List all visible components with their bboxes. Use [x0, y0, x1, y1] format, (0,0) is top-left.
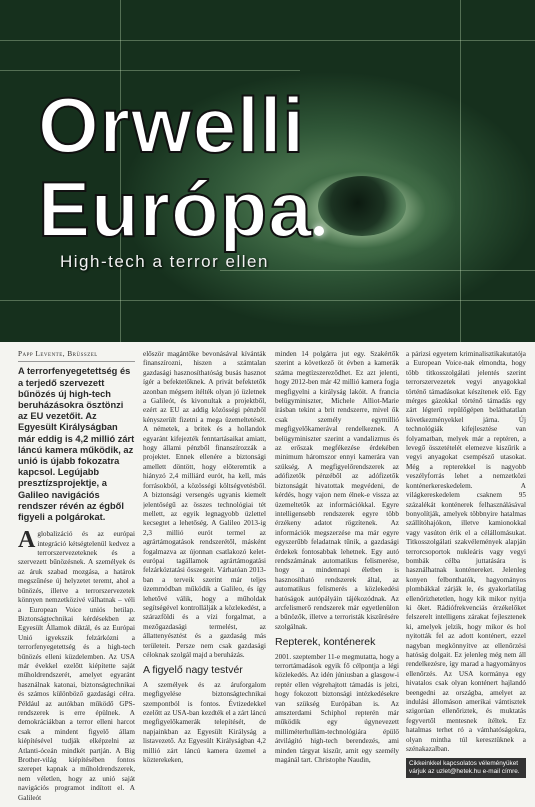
paragraph: először magántőke bevonásával kívánták finanszírozni, hiszen a számtalan gazdasági hasznosíthatóság busás hasznot ígér a befektetőknek. A privát befektetők azonban mégsem ítélték olyan jó üzletnek a Galileót, és kivonultak a projektből, ezért az EU az addig közösségi pénzből kényszerült fizetni a mega üzemeltetését. A németek, a britek és a hollandok egyaránt kifejezték fenntartásaikat amiatt, hogy állami pénzből finanszírozzák a projektet. Ennek ellenére a biztonsági amellett döntött, hogy előteremtik a hiányzó 2,4 milliárd eurót, ha kell, más forrásokból, a közösségi költségvetésből. A biztonsági versengés ugyanis kiemelt jelentőségű az összes technológiai tét mellett, az egyik legnagyobb üzlettel kecsegtet a lehetőség. A Galileo 2013-ig 2,3 millió eurót termel az agrártámogatások rendszerétől, másként fogalmazva az újonnan csatlakozó kelet-európai tagállamok agrártámogatási felzárkóztatási összegeit. Várhatóan 2013-ban a terveik szerint már teljes üzemmódban működik a Galileo, és így lehetővé válik, hogy a műholdak segítségével kontrollálják a közlekedést, a szárazföldi és a vízi forgalmat, a mezőgazdasági termelést, az állattenyésztést és a gazdaság más területeit. Persze nem csak gazdasági céloknak szolgál majd a beruházás. [143, 350, 266, 659]
paragraph: minden 14 polgárra jut egy. Szakértők szerint a következő öt évben a kamerák száma megtízszereződhet. Ez azt jelenti, hogy 2012-ben már 42 millió kamera fogja megfigyelni a királyság lakóit. A francia belügyminiszter, Michele Alliot-Marie írásban tekint a brit rendszerre, mivel ők csak személy egymillió megfigyelőkamerával rendelkeznek. A belügyminiszter szerint a vandalizmus és az erőszak megfékezése érdekében minimum háromszor ennyi kamerára van szükség. A megfigyelőrendszerek az adófizetők pénzéből az adófizetők biztonságát hivatottak megvédeni, de kérdés, hogy vajon nem élnek-e vissza az üzemeltetők az információkkal. Egyre intelligensebb rendszerek egyre több érzékeny adatot rögzítenek. Az információk megszerzése ma már egyre egyszerűbb feladatnak tűnik, a gazdasági érdekek fontosabbak lehetnek. Egy autó rendszámának automatikus felismerése, hogy a mindennapi életben is hasznosítható rendszerek által, az automatikus felismerés a közlekedési hatóságok autópályáin tájékozódnak. Az arcfelismerő rendszerek már egyetlenülon a bűnözők, illetve a terroristák kiszűrésére szolgálnak. [275, 350, 399, 631]
headline-line1: Orwelli [38, 81, 306, 169]
section-heading: A figyelő nagy testvér [143, 664, 243, 677]
paragraph: A személyek és az áruforgalom megfigyelése biztonságtechnikai szempontból is fontos. Évtizedekkel ezelőtt az USA-ban kezdték el a zárt láncú megfigyelőkamerák telepítését, de napjainkban az Egyesült Királyság a listavezető. Az Egyesült Királyságban 4,2 millió zárt láncú kamera üzemel a közterekeken, [143, 680, 266, 765]
article-body [0, 346, 535, 802]
column-3 [275, 350, 399, 769]
circuit-trace [0, 40, 535, 41]
subtitle: High-tech a terror ellen [60, 252, 269, 271]
drop-cap: A [18, 527, 36, 554]
column-2 [143, 350, 266, 769]
paragraph: 2001. szeptember 11-e megmutatta, hogy a terrortámadások egyik fő célpontja a légi közlekedés. Az idén júniusban a glasgow-i reptér ellen végrehajtott támadás is jelzi, hogy fokozott biztonsági intézkedésekre van szükség Európában is. Az amszterdami Schiphol repterén már működik egy úgynevezett milliméterhullám-technológiára épülő átvilágító high-tech berendezés, ami minden tárgyat kiszűr, amit egy személy magánál tart. Christophe Naudin, [275, 652, 399, 765]
paragraph [18, 527, 135, 803]
column-4 [406, 350, 526, 754]
hero-image [0, 0, 535, 342]
headline-line2: Európa [38, 165, 313, 253]
paragraph-text: globalizáció és az európai integráció kétségtelenül kedvez a terrorszervezeteknek és a szervezett bűnözésnek. A személyek és az áruk szabad mozgása, a határok megszűnése új helyzetet teremt, ahol a bűnözés, illetve a terrorszervezetek könnyen nemzetközivé válhatnak – véli a European Voice uniós hetilap. Biztonságtechnikai kérdésekben az Egyesült Államok diktál, és az Európai Unió igyekszik felzárkózni a terrorfenyegetettség és a high-tech bűnözés elleni küzdelemben. Az USA már évekkel ezelőtt kiépítette saját műholdrendszerét, amelyet egyaránt használnak katonai, biztonságtechnikai és számos különböző gazdasági célra. Például az autókban működő GPS-rendszerek is erre épülnek. A demokráciákban a terror elleni harcot csak a mindent figyelő állam kiépítésével tudják elképzelni az Atlanti-óceán mindkét partján. A Big Brother-világ kiépítésében fontos szerepet kapnak a műholdrendszerek, nem véletlen, hogy az unió saját navigációs programot indított el. A Galileót [18, 530, 135, 802]
section-heading: Repterek, konténerek [275, 636, 376, 649]
circuit-trace [0, 300, 535, 301]
lead-paragraph: A terrorfenyegetettség és a terjedő szervezett bűnözés új high-tech beruházásokra ösztönzi az EU vezetőit. Az Egyesült Királyságban már eddig is 4,2 millió zárt láncú kamera működik, az unió is újabb fokozatra kapcsol. Legújabb presztízsprojektje, a Galileo navigációs rendszer révén az égből figyeli a polgárokat. [18, 366, 135, 523]
circuit-trace [0, 70, 300, 71]
column-1 [18, 350, 135, 807]
circuit-trace [460, 0, 461, 342]
contact-box: Cikkeinkkel kapcsolatos véleményüket várjuk az uzlet@hetek.hu e-mail címre. [406, 758, 526, 778]
eye-pupil [318, 176, 406, 236]
paragraph: a párizsi egyetem kriminalisztikakutatója a European Voice-nak elmondta, hogy több titkosszolgálati jelentés szerint terrorszervezetek vegyi anyagokkal történő támadásokat készítenek elő. Egy mérges gázokkal történő támadás egy zárt légterű repülőgépen beláthatatlan következményekkel járna. Új technológiák kifejlesztése van folyamatban, melyek már a reptéren, a levegő összetételét elemezve kiszűrik a vegyi anyagokat csempésző utasokat. Még a repterekkel is nagyobb veszélyforrás lehet a nemzetközi konténerkereskedelem. A világkereskedelem csaknem 95 százalékát konténerek felhasználásával bonyolítják, amelyek többnyire hatalmas szállítóhajókon, illetve kamionokkal vagy vasúton érik el a célállomásukat. Titkosszolgálati szakvélemények alapján terrorcsoportok nukleáris vagy vegyi bombák célba juttatására is használhatnak konténereket. Jelenleg konyen felbonthatók, hagyományos plombákkal zárják le, és gyakorlatilag ellenőrizhetetlen, hogy kik mikor nyitja ki őket. Rádiófrekvenciás érzékelőket felszerelt intelligens zárakat fejlesztenek ki, amelyek jelzik, hogy mikor és hol nyitották fel az adott konténert, ezzel nagyban megkönnyítve az ellenőrzési hatóság dolgait. Ez jelenleg még nem áll rendelkezésre, így marad a hagyományos ellenőrzés. Az USA kormánya egy hivatalos csak olyan konténert hajlandó beengedni az országba, amelyet az indulási állomáson amerikai vámtisztek szigorúan ellenőriztek, és muktatás fegyvertől mentesnek ítéltek. Ez hatalmas terhet ró a vámhatóságokra, olyan mintha túl keresztüknek a szénakazalban. [406, 350, 526, 754]
eye-glint [314, 226, 324, 236]
byline: Papp Levente, Brüsszel [18, 350, 135, 362]
